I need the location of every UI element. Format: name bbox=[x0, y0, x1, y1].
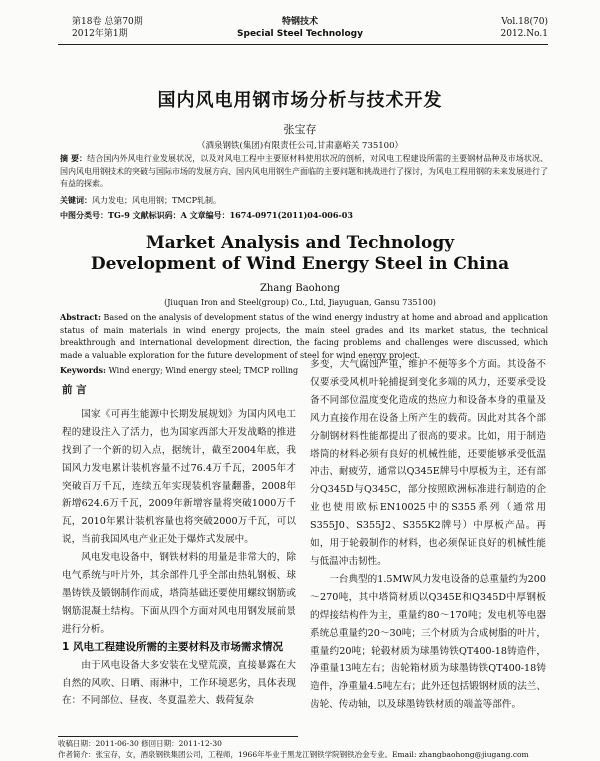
header-rule bbox=[58, 44, 548, 45]
keywords-cn bbox=[60, 195, 548, 208]
keywords-cn-label: 关键词： bbox=[60, 196, 92, 205]
title-cn: 国内风电用钢市场分析与技术开发 bbox=[157, 90, 443, 111]
abstract-cn-label: 摘 要： bbox=[60, 154, 88, 163]
title-en: Market Analysis and Technology Development of Wind Energy Steel in China bbox=[90, 233, 510, 274]
left-column bbox=[62, 382, 296, 710]
footnote-rule bbox=[58, 736, 298, 737]
right-paragraph-2: 一台典型的1.5MW风力发电设备的总重量约为200～270吨，其中塔筒材质以Q345E和Q345D中厚钢板的焊接结构件为主，重量约80～170吨；发电机等电器系统总重量约20～30吨；三个材质为合成树脂的叶片，重量约20吨；轮毂材质为球墨铸铁QT400-18铸造件，净重量13吨左右；齿轮箱材质为球墨铸铁QT400-18铸造件，净重量4.5吨左右；此外还包括锻钢材质的法兰、齿轮、传动轴，以及球墨铸铁材质的端盖等部件。 bbox=[310, 573, 546, 711]
abstract-en-label: Abstract: bbox=[60, 312, 101, 322]
journal-name-cn: 特钢技术 bbox=[281, 17, 318, 27]
section1-paragraph-1: 由于风电设备大多安装在戈壁荒漠，直接暴露在大自然的风吹、日晒、雨淋中，工作环境恶劣，具体表现在：不同部位、昼夜、冬夏温差大、载荷复杂 bbox=[62, 659, 296, 707]
author-bio: 作者简介：张宝存，女，酒泉钢铁集团公司，工程师，1966年毕业于黑龙江钢铁学院钢铁冶金专业。Email: zhangbaohong@jiugang.com bbox=[58, 750, 529, 759]
abstract-cn-text: 结合国内外风电行业发展状况，以及对风电工程中主要原材料使用状况的剖析，对风电工程建设所需的主要钢材品种及市场状况、国内风电用钢技术的突破与国际市场的发展方向、国内风电用钢生产面临的主要问题和挑战进行了探讨，为风电工程用钢的未来发展进行了有益的探索。 bbox=[60, 154, 548, 188]
right-column bbox=[310, 356, 546, 714]
volume-label: 第18卷 总第70期 bbox=[72, 17, 143, 27]
intro-paragraph-2: 风电发电设备中，钢铁材料的用量是非常大的，除电气系统与叶片外，其余部件几乎全部由热轧钢板、球墨铸铁及锻钢制作而成，塔筒基础还要使用螺纹钢筋或钢筋混凝土结构。下面从四个方面对风电用钢发展前景进行分析。 bbox=[62, 552, 296, 635]
section-heading-1: 1 风电工程建设所需的主要材料及市场需求情况 bbox=[62, 640, 283, 653]
keywords-en-label: Keywords: bbox=[60, 365, 107, 375]
footnote bbox=[58, 738, 548, 760]
keywords-cn-text: 风力发电；风电用钢；TMCP轧制。 bbox=[92, 196, 222, 205]
header-right bbox=[501, 16, 549, 40]
keywords-en-text: Wind energy; Wind energy steel; TMCP rolling bbox=[108, 366, 299, 375]
section-heading-intro: 前 言 bbox=[62, 384, 87, 396]
author-en: Zhang Baohong bbox=[259, 283, 340, 294]
issue-en: 2012.No.1 bbox=[500, 29, 548, 39]
received-dates: 收稿日期：2011-06-30 修回日期：2011-12-30 bbox=[58, 739, 222, 748]
volume-en: Vol.18(70) bbox=[501, 17, 548, 27]
affiliation-en: (Jiuquan Iron and Steel(group) Co., Ltd, Jiayuguan, Gansu 735100) bbox=[164, 298, 436, 307]
affiliation-cn: （酒泉钢铁(集团)有限责任公司,甘肃嘉峪关 735100） bbox=[197, 141, 403, 151]
classification-line: 中图分类号：TG-9 文献标识码：A 文章编号：1674-0971(2011)04-006-03 bbox=[60, 210, 353, 220]
issue-label: 2012年第1期 bbox=[72, 29, 128, 39]
journal-name-en: Special Steel Technology bbox=[237, 29, 363, 39]
right-paragraph-1: 多变，大气腐蚀严重，维护不便等多个方面。其设备不仅要承受风机叶轮捕捉到变化多端的风力，还要承受设备不同部位温度变化造成的热应力和设备本身的重量及风力直接作用在设备上所产生的载荷。因此对其各个部分制钢材料性能都提出了很高的要求。比如，用于制造塔筒的材料必须有良好的机械性能，还要能够承受低温冲击、耐疲劳，通常以Q345E牌号中厚板为主，还有部分Q345D与Q345C，部分按照欧洲标准进行制造的企业也使用欧标EN10025中的S355系列（通常用S355J0、S355J2、S355K2牌号）中厚板产品。再如，用于轮毂制作的材料，也必须保证良好的机械性能与低温冲击韧性。 bbox=[310, 359, 546, 567]
abstract-en-text: Based on the analysis of development status of the wind energy industry at home and abroad and application status of main materials in wind energy projects, the main steel grades and its market status, the technical breakthrough and international development direction, the facing problems and challenges were discussed, which made a valuable exploration for the future development of steel for wind energy project. bbox=[60, 313, 548, 360]
abstract-en bbox=[60, 311, 548, 362]
abstract-cn bbox=[60, 153, 548, 191]
intro-paragraph-1: 国家《可再生能源中长期发展规划》为国内风电工程的建设注入了活力，也为国家西部大开发战略的推进找到了一个新的切入点，据统计，截至2004年底，我国风力发电累计装机容量不过76.4万千瓦，2005年才突破百万千瓦，连续五年实现装机容量翻番，2008年新增624.6万千瓦，2009年新增容量将突破1000万千瓦，2010年累计装机容量也将突破2000万千瓦，可以说，当前我国风电产业正处于爆炸式发展中。 bbox=[62, 408, 296, 546]
author-cn: 张宝存 bbox=[283, 123, 317, 136]
